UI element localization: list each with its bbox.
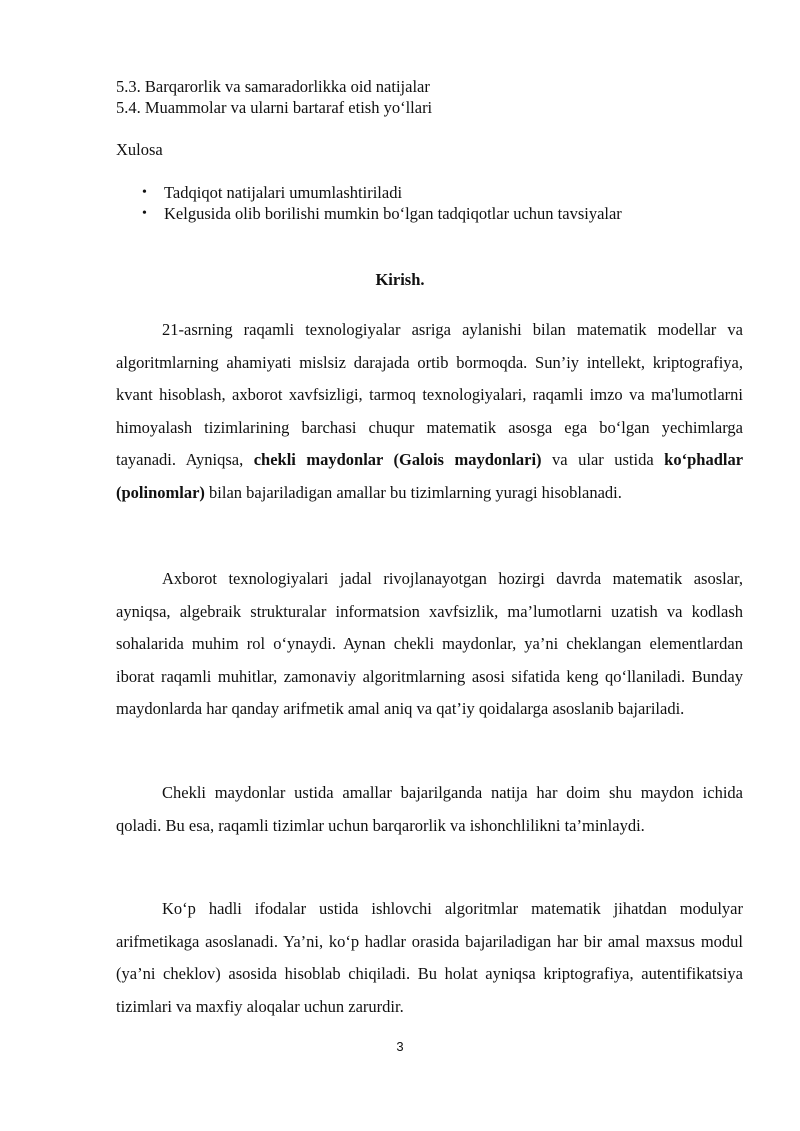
paragraph-text: va ular ustida [552, 450, 654, 469]
list-item-text: Tadqiqot natijalari umumlashtiriladi [164, 183, 403, 202]
section-heading: Kirish. [375, 270, 425, 289]
toc-item-5-4: 5.4. Muammolar va ularni bartaraf etish yo‘llari [116, 98, 433, 117]
paragraph-text: 21-asrning raqamli texnologiyalar asriga aylanishi bilan matematik modellar va algoritmlarning ahamiyati mislsiz darajada ortib bormoqda. Sun’iy intellekt, kriptografiya, kvant hisoblash, axborot xavfsizligi, tarmoq texnologiyalari, raqamli imzo va ma'lumotlarni himoyalash tizimlarining barchasi chuqur matematik asosga ega bo‘lgan yechimlarga tayanadi. Ayniqsa, [116, 320, 743, 469]
paragraph-4: Ko‘p hadli ifodalar ustida ishlovchi algoritmlar matematik jihatdan modulyar arifmetikaga asoslanadi. Ya’ni, ko‘p hadlar orasida bajariladigan har bir amal maxsus modul (ya’ni cheklov) asosida hisoblab chiqiladi. Bu holat ayniqsa kriptografiya, autentifikatsiya tizimlari va maxfiy aloqalar uchun zarurdir. [116, 899, 743, 1016]
page-number: 3 [396, 1039, 404, 1054]
paragraph-text: bilan bajariladigan amallar bu tizimlarning yuragi hisoblanadi. [209, 482, 622, 502]
paragraph-2: Axborot texnologiyalari jadal rivojlanayotgan hozirgi davrda matematik asoslar, ayniqsa, algebraik strukturalar informatsion xavfsizlik, ma’lumotlarni uzatish va kodlash sohalarida muhim rol o‘ynaydi. Aynan chekli maydonlar, ya’ni cheklangan elementlardan iborat raqamli muhitlar, zamonaviy algoritmlarning asosi sifatida keng qo‘llaniladi. Bunday maydonlarda har qanday arifmetik amal aniq va qat’iy qoidalarga asoslanib bajariladi. [116, 569, 743, 718]
paragraph-1 [116, 314, 743, 509]
bullet-icon: • [142, 185, 147, 200]
bold-term-polynomials: ko‘phadlar (polinomlar) [116, 450, 744, 502]
bold-term-finite-fields: chekli maydonlar (Galois maydonlari) [253, 450, 542, 469]
list-item [116, 182, 622, 203]
paragraph-3: Chekli maydonlar ustida amallar bajarilganda natija har doim shu maydon ichida qoladi. Bu esa, raqamli tizimlar uchun barqarorlik va ishonchlilikni ta’minlaydi. [116, 783, 743, 835]
list-item [116, 203, 622, 224]
bullet-icon: • [142, 206, 147, 221]
toc-item-5-3: 5.3. Barqarorlik va samaradorlikka oid natijalar [116, 77, 430, 96]
list-item-text: Kelgusida olib borilishi mumkin bo‘lgan tadqiqotlar uchun tavsiyalar [164, 204, 622, 223]
conclusion-bullet-list [116, 182, 622, 224]
conclusion-title: Xulosa [116, 140, 163, 159]
